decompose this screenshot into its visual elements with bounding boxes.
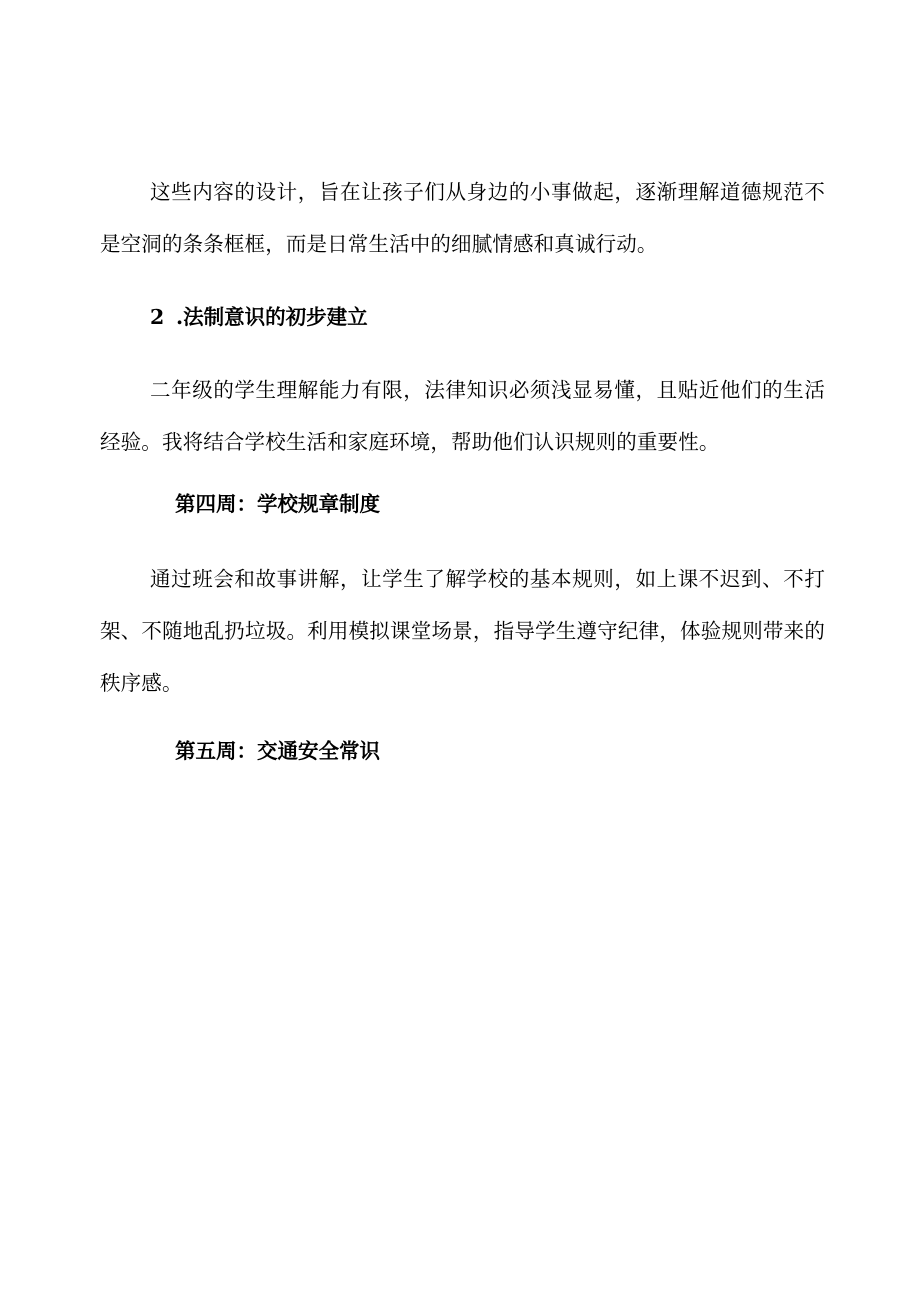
paragraph-school-rules: 通过班会和故事讲解，让学生了解学校的基本规则，如上课不迟到、不打架、不随地乱扔垃圾。利用模拟课堂场景，指导学生遵守纪律，体验规则带来的秩序感。 [100,567,825,695]
week-5-heading: 第五周：交通安全常识 [175,739,380,763]
section-heading-legal-awareness [150,302,368,332]
paragraph-grade-two-students: 二年级的学生理解能力有限，法律知识必须浅显易懂，且贴近他们的生活经验。我将结合学校生活和家庭环境，帮助他们认识规则的重要性。 [100,378,825,454]
paragraph-moral-norms: 这些内容的设计，旨在让孩子们从身边的小事做起，逐渐理解道德规范不是空洞的条条框框，而是日常生活中的细腻情感和真诚行动。 [100,180,825,256]
section-title: .法制意识的初步建立 [176,305,368,329]
week-4-heading: 第四周：学校规章制度 [175,492,380,516]
section-number: 2 [150,305,165,329]
